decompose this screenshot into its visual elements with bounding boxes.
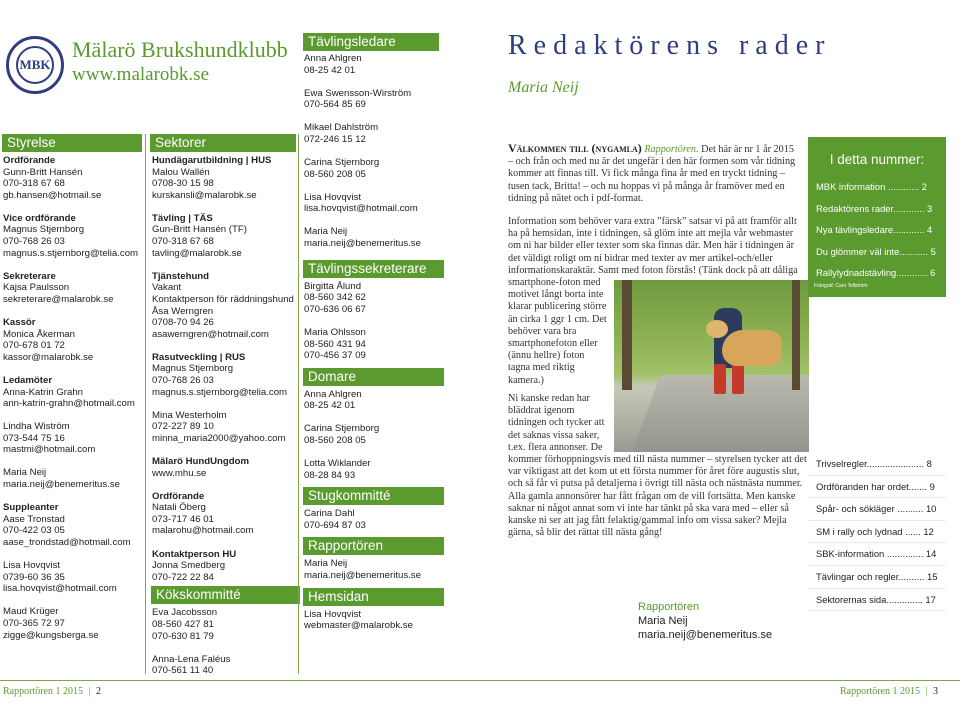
photo-dog-head <box>706 320 728 338</box>
footer-right: Rapportören 1 2015 | 3 <box>840 686 939 697</box>
editorial-intro <box>508 142 798 213</box>
contact-line: 070-722 22 84 <box>152 571 214 583</box>
contact-email[interactable]: kurskansli@malarobk.se <box>152 189 257 201</box>
contact-line: Gunn-Britt Hansén <box>3 166 83 178</box>
toc-item[interactable]: Spår- och sökläger .......... 10 <box>808 498 946 521</box>
contact-role: Sekreterare <box>3 270 56 282</box>
editorial-title: Redaktörens rader <box>508 30 832 61</box>
contact-line: Eva Jacobsson <box>152 607 218 619</box>
signature-title: Rapportören <box>638 601 700 613</box>
contact-line: Maria Ohlsson <box>304 326 366 338</box>
lead-smallcaps: Välkommen till (nygamla) <box>508 141 642 155</box>
photo-dog <box>722 330 782 366</box>
rapportoren-header: Rapportören <box>303 537 444 555</box>
signature-email[interactable]: maria.neij@benemeritus.se <box>638 629 773 641</box>
contact-email[interactable]: maria.neij@benemeritus.se <box>3 479 120 491</box>
contact-line: Birgitta Ålund <box>304 280 362 292</box>
contact-line: Anna Ahlgren <box>304 388 362 400</box>
photo-tree <box>622 280 632 390</box>
contact-line: Lotta Wiklander <box>304 458 371 470</box>
logo-text: MBK <box>16 46 54 84</box>
contact-line: 070-422 03 05 <box>3 525 65 537</box>
contact-email[interactable]: mastmi@hotmail.com <box>3 444 96 456</box>
spacer <box>3 549 143 561</box>
spacer <box>3 306 143 318</box>
contact-email[interactable]: maria.neij@benemeritus.se <box>304 570 421 582</box>
contact-line: Magnus Stjernborg <box>3 224 85 236</box>
contact-role: Suppleanter <box>3 502 59 514</box>
signature-name: Maria Neij <box>638 615 688 627</box>
photo-credit: Fotograf: Caro Tellström <box>814 283 868 289</box>
contact-email[interactable]: magnus.s.stjernborg@telia.com <box>152 386 288 398</box>
lead-italic: Rapportören. <box>644 144 699 155</box>
contact-line: Lisa Hovqvist <box>304 608 362 620</box>
contact-line: 072-246 15 12 <box>304 133 366 145</box>
stugkommitte-header: Stugkommitté <box>303 487 444 505</box>
contact-role: Ordförande <box>152 490 205 502</box>
contact-line: Aase Tronstad <box>3 513 65 525</box>
contact-email[interactable]: malarohu@hotmail.com <box>152 525 254 537</box>
sektorer-list <box>152 155 300 677</box>
contact-line: 073-544 75 16 <box>3 432 65 444</box>
contact-line: 08-25 42 01 <box>304 400 356 412</box>
divider <box>145 134 146 674</box>
toc-item[interactable]: Trivselregler...................... 8 <box>808 453 946 476</box>
toc-item[interactable]: Nya tävlingsledare............ 4 <box>816 224 933 235</box>
contact-line: 0708-70 94 26 <box>152 317 214 329</box>
contact-email[interactable]: magnus.s.stjernborg@telia.com <box>3 247 139 259</box>
contact-line: Lindha Wiström <box>3 421 70 433</box>
contact-line: 0739-60 36 35 <box>3 571 65 583</box>
contact-role: Tjänstehund <box>152 270 210 282</box>
toc-item[interactable]: Du glömmer väl inte........... 5 <box>816 245 936 257</box>
contact-email[interactable]: asawerngren@hotmail.com <box>152 328 269 340</box>
contact-line: Åsa Werngren <box>152 305 214 317</box>
spacer <box>152 340 300 352</box>
contact-line: 08-25 42 01 <box>304 64 356 76</box>
contact-line: Anna-Katrin Grahn <box>3 386 83 398</box>
footer-left-page: 2 <box>96 686 102 697</box>
toc-box <box>808 137 946 297</box>
spacer <box>152 398 300 410</box>
contact-email[interactable]: webmaster@malarobk.se <box>304 620 413 632</box>
footer-left: Rapportören 1 2015 | 2 <box>3 686 102 697</box>
spacer <box>152 201 300 213</box>
contact-line: Kajsa Paulsson <box>3 282 70 294</box>
contact-email[interactable]: gb.hansen@hotmail.se <box>3 189 102 201</box>
contact-line: 08-560 431 94 <box>304 338 366 350</box>
contact-line: Maria Neij <box>304 226 348 238</box>
spacer <box>3 410 143 422</box>
spacer <box>3 456 143 468</box>
contact-role: Kontaktperson HU <box>152 548 237 560</box>
contact-role: Kassör <box>3 317 36 329</box>
contact-line: 08-560 208 05 <box>304 434 366 446</box>
footer-right-page: 3 <box>933 686 939 697</box>
contact-line: 070-678 01 72 <box>3 340 65 352</box>
contact-line: 0708-30 15 98 <box>152 178 214 190</box>
spacer <box>304 412 444 424</box>
photo-tree <box>792 280 800 390</box>
contact-role: Hundägarutbildning | HUS <box>152 155 272 166</box>
contact-email[interactable]: ann-katrin-grahn@hotmail.com <box>3 398 135 410</box>
contact-email[interactable]: lisa.hovqvist@hotmail.com <box>304 203 418 215</box>
paragraph-1: Det här är nr 1 år 2015 – och från och med nu är det ungefär i den här formen som vår tidning kommer att finnas till. Vi fick många fina år med en tryckt tidning – tusen tack, Britta! – och nu hoppas vi på många år framöver med en tidning på nätet och i pdf-format. <box>508 144 796 204</box>
toc-item[interactable]: Rallylydnadstävling............ 6 <box>816 267 936 278</box>
spacer <box>304 146 444 158</box>
contact-line: Anna Ahlgren <box>304 53 362 64</box>
photo-boot <box>714 364 726 394</box>
spacer <box>304 180 444 192</box>
contact-role: Mälarö HundUngdom <box>152 455 249 467</box>
contact-line: 08-560 208 05 <box>304 168 366 180</box>
contact-email[interactable]: www.mhu.se <box>152 467 207 479</box>
contact-line: Lisa Hovqvist <box>304 191 362 203</box>
contact-email[interactable]: minna_maria2000@yahoo.com <box>152 432 286 444</box>
toc-item[interactable]: Sektorernas sida.............. 17 <box>808 589 946 612</box>
contact-role: Ordförande <box>3 155 56 166</box>
domare-header: Domare <box>303 368 444 386</box>
contact-line: Jonna Smedberg <box>152 560 226 572</box>
toc-item[interactable]: Tävlingar och regler.......... 15 <box>808 566 946 589</box>
contact-line: Gun-Britt Hansén (TF) <box>152 224 247 236</box>
toc-title: I detta nummer: <box>829 152 925 167</box>
contact-email[interactable]: zigge@kungsberga.se <box>3 629 99 641</box>
contact-line: 070-456 37 09 <box>304 350 366 362</box>
spacer <box>304 215 444 227</box>
contact-email[interactable]: maria.neij@benemeritus.se <box>304 238 421 250</box>
toc-item[interactable]: SBK-information .............. 14 <box>808 543 946 566</box>
dog-photo <box>614 280 809 452</box>
spacer <box>304 447 444 459</box>
spacer <box>3 595 143 607</box>
contact-line: Mina Westerholm <box>152 409 227 421</box>
contact-line: Maria Neij <box>3 467 47 479</box>
contact-line: 070-318 67 68 <box>152 236 214 248</box>
contact-line: 08-560 427 81 <box>152 618 214 630</box>
styrelse-list <box>3 155 143 641</box>
tavlingsledare-header: Tävlingsledare <box>303 33 439 51</box>
signature <box>638 600 772 642</box>
contact-line: 070-636 06 67 <box>304 303 366 315</box>
toc-continued <box>808 453 946 611</box>
contact-email[interactable]: lisa.hovqvist@hotmail.com <box>3 583 117 595</box>
tavlingsledare-list <box>304 53 444 632</box>
contact-line: 070-768 26 03 <box>3 236 65 248</box>
spacer <box>3 259 143 271</box>
contact-line: Lisa Hovqvist <box>3 560 61 572</box>
toc-item[interactable]: Ordföranden har ordet....... 9 <box>808 476 946 499</box>
contact-role: Rasutveckling | RUS <box>152 351 246 363</box>
contact-email[interactable]: tavling@malarobk.se <box>152 247 242 259</box>
kokskommitte-header: Kökskommitté <box>151 586 300 604</box>
toc-item[interactable]: Redaktörens rader............ 3 <box>816 202 933 214</box>
contact-line: Mikael Dahlström <box>304 122 379 134</box>
spacer <box>3 491 143 503</box>
contact-line: 070-694 87 03 <box>304 519 366 531</box>
sektorer-header: Sektorer <box>150 134 296 152</box>
club-logo <box>6 36 64 94</box>
contact-line: Carina Stjernborg <box>304 423 380 435</box>
divider <box>298 134 299 674</box>
spacer <box>152 444 300 456</box>
contact-line: Anna-Lena Faléus <box>152 653 231 665</box>
club-name: Mälarö Brukshundklubb <box>72 37 288 62</box>
spacer <box>304 111 444 123</box>
footer-right-text: Rapportören 1 2015 <box>840 686 920 697</box>
contact-line: Carina Stjernborg <box>304 157 380 169</box>
spacer <box>3 201 143 213</box>
contact-role: Vice ordförande <box>3 212 76 224</box>
toc-item[interactable]: MBK information ............ 2 <box>816 181 927 192</box>
spacer <box>3 363 143 375</box>
contact-line: 08-28 84 93 <box>304 469 356 481</box>
contact-line: Maud Krüger <box>3 606 59 618</box>
contact-line: Maria Neij <box>304 558 348 570</box>
spacer <box>152 479 300 491</box>
contact-line: 070-318 67 68 <box>3 178 65 190</box>
contact-line: Vakant <box>152 282 182 294</box>
contact-line: 070-365 72 97 <box>3 617 65 629</box>
footer-left-text: Rapportören 1 2015 <box>3 686 83 697</box>
contact-line: Carina Dahl <box>304 508 355 520</box>
spacer <box>152 259 300 271</box>
contact-email[interactable]: sekreterare@malarobk.se <box>3 293 114 305</box>
contact-line: 073-717 46 01 <box>152 513 214 525</box>
styrelse-header: Styrelse <box>2 134 142 152</box>
spacer <box>304 315 444 327</box>
contact-line: 070-564 85 69 <box>304 99 366 111</box>
paragraph-2-text: Information som behöver vara extra ”färsk” satsar vi på att framför allt ha på hemsidan, inte i tidningen, så glöm inte att mejla vår webmaster om ni har bilder eller texter som ska finnas där. Men här i tidningen är det väldigt roligt om ni bidrar med texter av mer artikel-och/eller informationskaraktär. Samt med foton förstås! (Tänk dock på att dåliga smartphone-foton med motivet långt borta inte klarar publicering större än cirka 1 ggr 1 cm. Det behöver vara bra smartphonefoton eller (ännu hellre) foton tagna med riktig kamera.) <box>508 216 798 386</box>
tavlingssekreterare-header: Tävlingssekreterare <box>303 260 444 278</box>
contact-line: 070-561 11 40 <box>152 665 214 677</box>
editorial-author: Maria Neij <box>508 79 579 96</box>
contact-role: Tävling | TÄS <box>152 212 213 224</box>
spacer <box>152 537 300 549</box>
contact-line: Kontaktperson för räddningshund <box>152 293 294 305</box>
contact-line: Natali Öberg <box>152 502 206 514</box>
hemsidan-header: Hemsidan <box>303 588 444 606</box>
contact-email[interactable]: kassor@malarobk.se <box>3 351 94 363</box>
contact-line: Magnus Stjernborg <box>152 363 234 375</box>
contact-line: Ewa Swensson-Wirström <box>304 87 412 99</box>
paragraph-3-text: Ni kanske redan har bläddrat igenom tidningen och tycker att det saknas vissa saker, t.ex. flera annonser. De kommer förhoppningsvis med till nästa nummer – styrelsen tycker att det var viktigast att det kom ut ett första nummer för året före augustis slut, och så får vi putsa på detaljerna i övrigt till nästa och nästnästa nummer. Alla gamla annonsörer har fått frågan om de vill fortsätta. Men kanske saknar ni något annat som vi inte har tänkt på ska vara med – eller så kanske ni ser att jag fått felaktig/gammal info om vissa saker? Mejla gärna, så blir det rättat till nästa gång! <box>508 393 807 539</box>
spacer <box>304 76 444 88</box>
club-url[interactable]: www.malarobk.se <box>72 64 210 85</box>
contact-line: 072-227 89 10 <box>152 421 214 433</box>
contact-line: 08-560 342 62 <box>304 292 366 304</box>
footer-rule <box>0 680 960 681</box>
contact-line: 070-630 81 79 <box>152 630 214 642</box>
photo-boot <box>732 364 744 394</box>
spacer <box>152 642 300 654</box>
contact-email[interactable]: aase_trondstad@hotmail.com <box>3 536 131 548</box>
contact-role: Ledamöter <box>3 374 53 386</box>
contact-line: 070-768 26 03 <box>152 375 214 386</box>
toc-item[interactable]: SM i rally och lydnad ...... 12 <box>808 521 946 544</box>
contact-line: Monica Åkerman <box>3 328 75 340</box>
contact-line: Malou Wallén <box>152 166 210 178</box>
